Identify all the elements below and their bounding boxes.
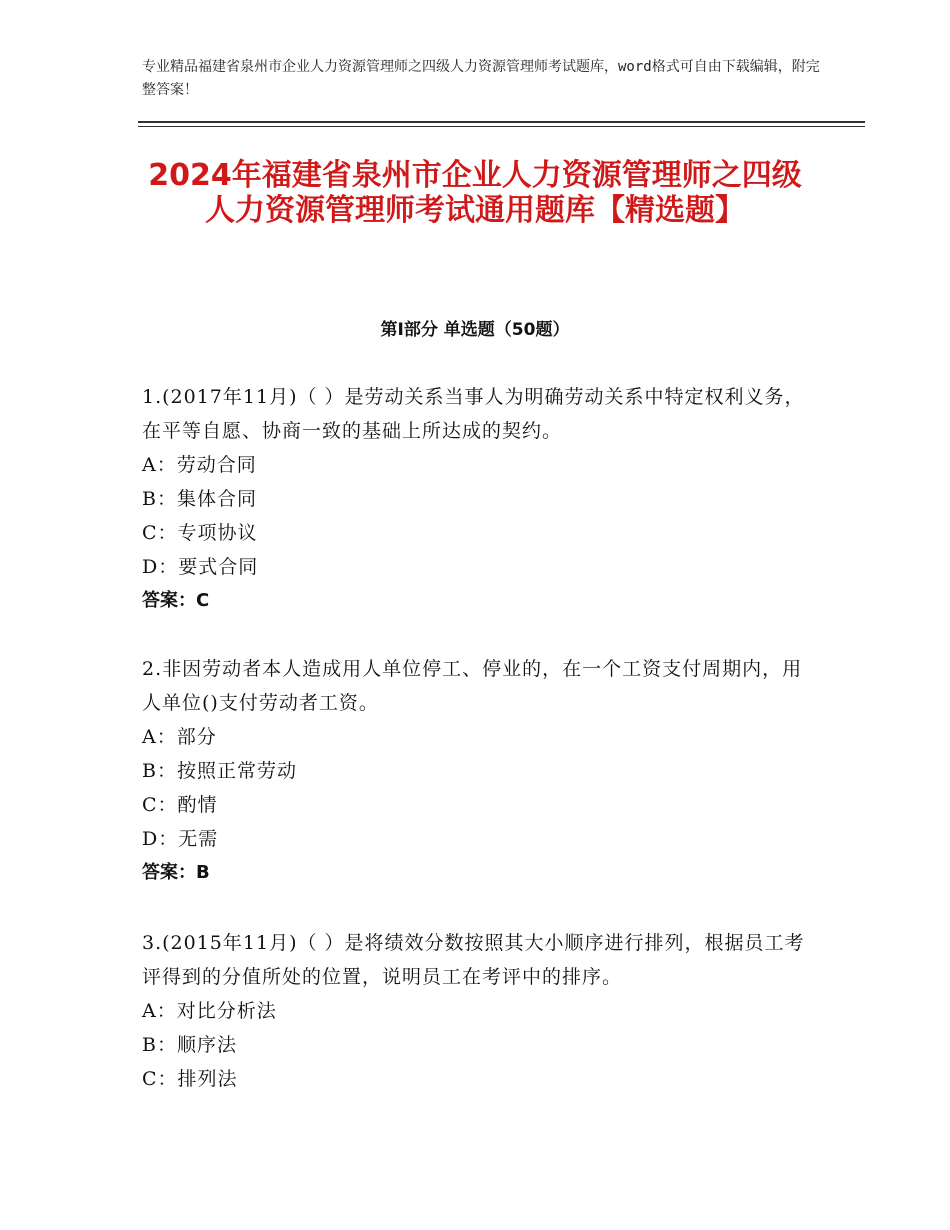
option-a: A：对比分析法	[142, 1000, 277, 1022]
option-b: B：顺序法	[142, 1034, 237, 1056]
question-2	[142, 652, 812, 890]
header-note: 专业精品福建省泉州市企业人力资源管理师之四级人力资源管理师考试题库，word格式可自由下载编辑，附完整答案！	[142, 59, 820, 98]
option-a: A：部分	[142, 726, 217, 748]
option-c: C：排列法	[142, 1068, 238, 1090]
question-stem: 2.非因劳动者本人造成用人单位停工、停业的，在一个工资支付周期内，用人单位()支付劳动者工资。	[142, 658, 803, 714]
section-heading: 第Ⅰ部分 单选题（50题）	[380, 320, 570, 340]
option-d: D：要式合同	[142, 556, 259, 578]
document-title: 2024年福建省泉州市企业人力资源管理师之四级人力资源管理师考试通用题库【精选题】	[148, 158, 802, 228]
header-divider-thick	[138, 121, 865, 123]
option-c: C：酌情	[142, 794, 218, 816]
option-a: A：劳动合同	[142, 454, 257, 476]
option-c: C：专项协议	[142, 522, 258, 544]
question-stem: 3.(2015年11月)（ ）是将绩效分数按照其大小顺序进行排列，根据员工考评得到的分值所处的位置，说明员工在考评中的排序。	[142, 932, 805, 988]
question-1	[142, 380, 812, 618]
option-d: D：无需	[142, 828, 219, 850]
option-b: B：按照正常劳动	[142, 760, 297, 782]
question-stem: 1.(2017年11月)（ ）是劳动关系当事人为明确劳动关系中特定权利义务，在平等自愿、协商一致的基础上所达成的契约。	[142, 386, 805, 442]
question-3	[142, 926, 812, 1096]
answer: 答案：B	[142, 862, 210, 883]
header-divider-thin	[138, 126, 865, 127]
answer: 答案：C	[142, 590, 210, 611]
option-b: B：集体合同	[142, 488, 257, 510]
